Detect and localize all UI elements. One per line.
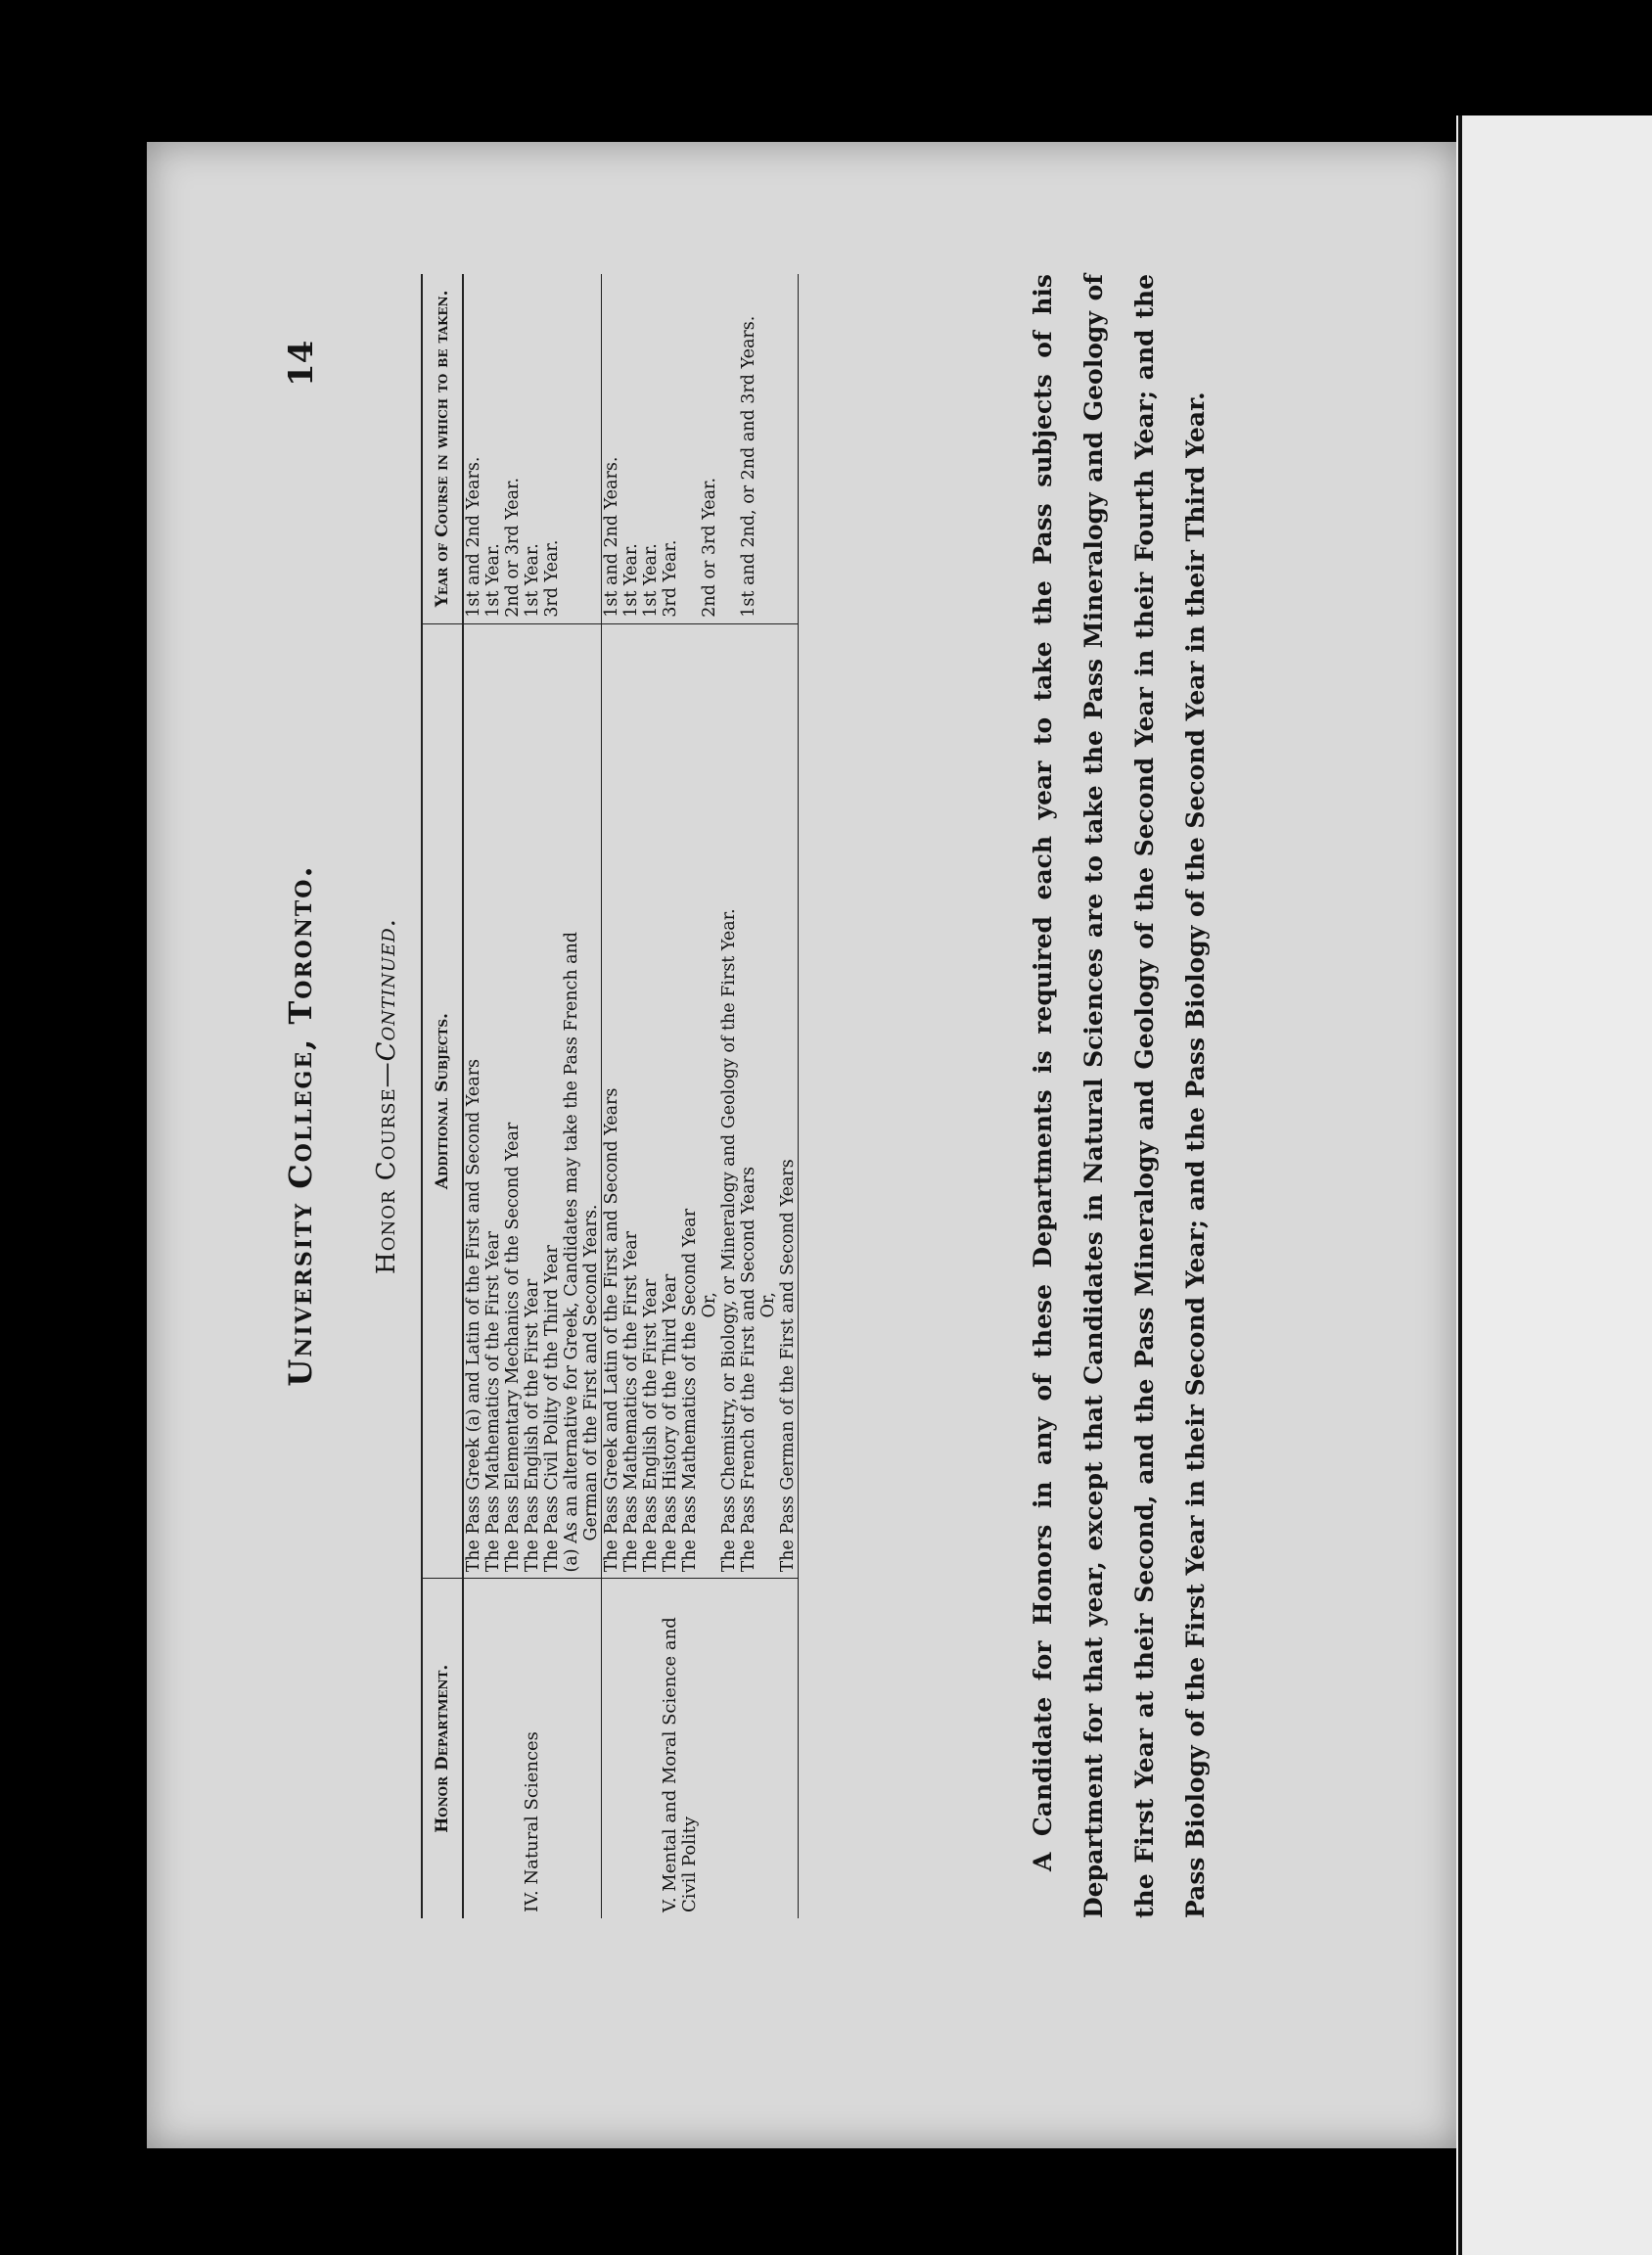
dept-mental-moral-science: V. Mental and Moral Science and Civil Polity xyxy=(660,1617,700,1912)
section-title-main: Honor Course— xyxy=(372,1061,401,1274)
subject-line: The Pass Mathematics of the First Year xyxy=(621,1230,641,1573)
year-line: 1st Year. xyxy=(621,543,641,618)
binding-thread xyxy=(1458,115,1462,2255)
subject-line: The Pass History of the Third Year xyxy=(661,1273,680,1573)
dept-cell xyxy=(602,1579,799,1918)
subject-line: The Pass Civil Polity of the Third Year xyxy=(542,1245,562,1573)
year-line: 2nd or 3rd Year. xyxy=(700,477,719,618)
running-head: University College, Toronto. xyxy=(282,864,319,1387)
footnote-line: (a) As an alternative for Greek, Candidates may take the Pass French and xyxy=(562,931,581,1573)
subject-line: The Pass Mathematics of the Second Year xyxy=(680,1208,700,1573)
year-line: 3rd Year. xyxy=(661,539,680,618)
year-cell xyxy=(602,274,799,623)
or-label: Or, xyxy=(758,1292,778,1318)
section-title-continued: Continued. xyxy=(372,918,401,1062)
year-line: 1st Year. xyxy=(641,543,661,618)
subject-line: The Pass Mathematics of the First Year xyxy=(483,1230,503,1573)
honor-course-table xyxy=(421,274,799,1918)
section-title xyxy=(372,274,401,1918)
footnote-line: German of the First and Second Years. xyxy=(581,1204,601,1542)
year-line: 1st and 2nd, or 2nd and 3rd Years. xyxy=(739,315,758,618)
subject-line: The Pass English of the First Year xyxy=(641,1278,661,1573)
subject-line: The Pass French of the First and Second Years xyxy=(739,1167,758,1573)
binding-margin xyxy=(1456,115,1652,2255)
table-header-row xyxy=(422,274,463,1918)
page-number: 14 xyxy=(282,340,321,387)
table-row-natural-sciences xyxy=(463,274,602,1918)
year-line: 1st Year. xyxy=(483,543,503,618)
year-line: 1st Year. xyxy=(523,543,542,618)
year-line: 2nd or 3rd Year. xyxy=(503,477,523,618)
subjects-cell xyxy=(463,623,602,1579)
dept-cell xyxy=(463,1579,602,1918)
candidate-note-paragraph: A Candidate for Honors in any of these Departments is required each year to take the Pass subjects of his Department for that year, except that Candidates in Natural Sciences are to take the Pass Mineralogy and Geology of the First Year at their Second, and the Pass Mineralogy and Geology of the Second Year in their Fourth Year; and the Pass Biology of the First Year in their Second Year; and the Pass Biology of the Second Year in their Third Year. xyxy=(1029,274,1210,1918)
or-label: Or, xyxy=(700,1292,719,1318)
header-subjects: Additional Subjects. xyxy=(422,623,463,1579)
subject-line: The Pass Chemistry, or Biology, or Mineralogy and Geology of the First Year. xyxy=(719,908,739,1573)
subject-line: The Pass Greek (a) and Latin of the First and Second Years xyxy=(464,1058,483,1573)
year-cell xyxy=(463,274,602,623)
subject-line: The Pass Elementary Mechanics of the Second Year xyxy=(503,1122,523,1573)
page-header xyxy=(274,274,333,1918)
rotated-page-content xyxy=(274,274,1214,1918)
year-line: 3rd Year. xyxy=(542,539,562,618)
table-row-mental-moral-science xyxy=(602,274,799,1918)
header-year: Year of Course in which to be taken. xyxy=(422,274,463,623)
subjects-cell xyxy=(602,623,799,1579)
year-line: 1st and 2nd Years. xyxy=(464,456,483,618)
subject-line: The Pass Greek and Latin of the First and Second Years xyxy=(602,1087,621,1573)
dept-natural-sciences: IV. Natural Sciences xyxy=(522,1731,542,1912)
header-department: Honor Department. xyxy=(422,1579,463,1918)
subject-line: The Pass English of the First Year xyxy=(523,1278,542,1573)
subject-line: The Pass German of the First and Second Years xyxy=(778,1159,798,1573)
year-line: 1st and 2nd Years. xyxy=(602,456,621,618)
